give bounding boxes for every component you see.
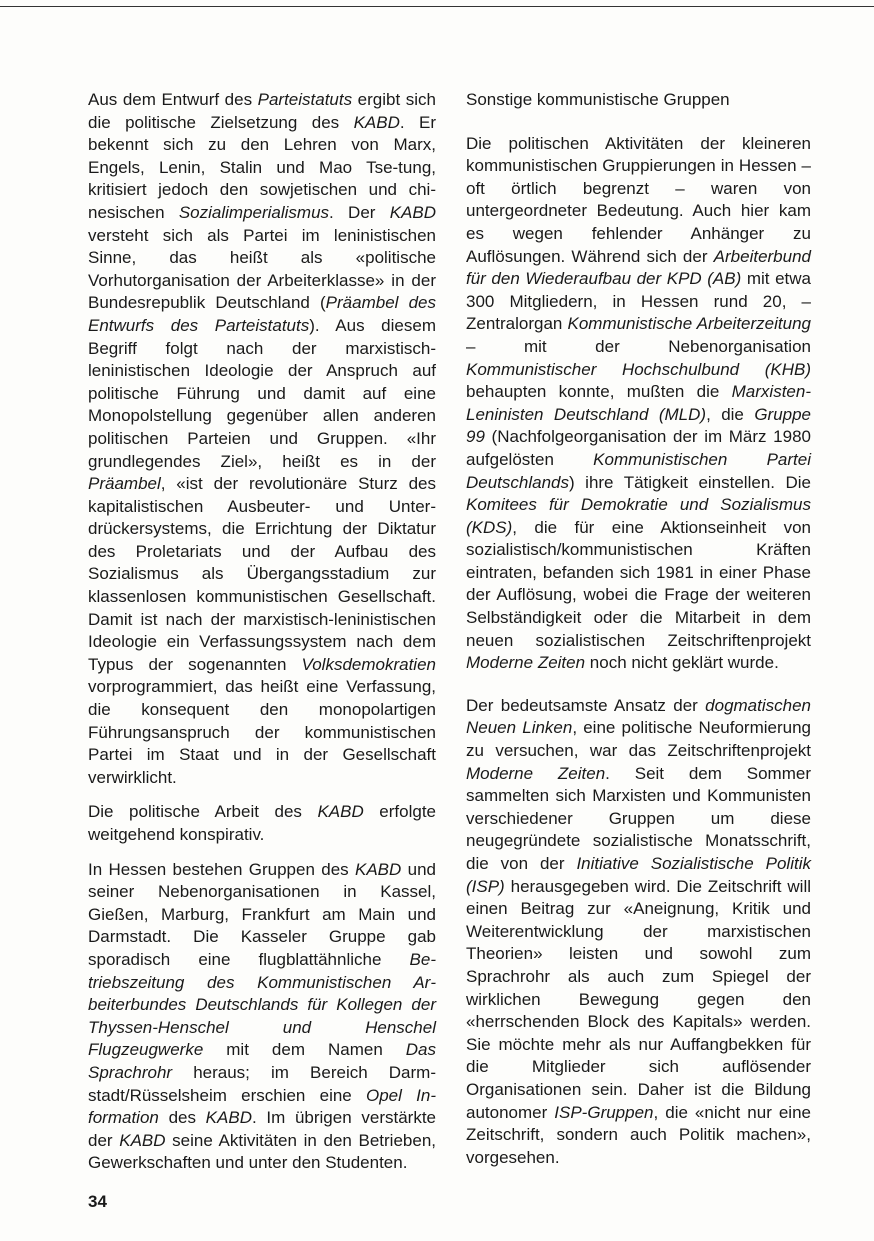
paragraph: Der bedeutsamste Ansatz der dogmatischen Neuen Linken, eine politische Neuformierung zu versuchen, war das Zeitschriftenprojekt Moderne Zeiten. Seit dem Sommer sammelten sich Marxisten und Kommunisten verschiedener Gruppen um diese neugegründete sozialistische Monatsschrift, die von der Initiative Sozialistische Politik (ISP) herausgegeben wird. Die Zeitschrift will einen Beitrag zur «Aneignung, Kritik und Weiterentwicklung der marxistischen Theorien» leisten und sowohl zum Sprachrohr als auch zum Spiegel der wirklichen Bewegung gegen den «herrschenden Block des Kapitals» werden. Sie möchte mehr als nur Auffangbekken für die Mitglieder sich auflösender Organisationen sein. Daher ist die Bildung autonomer ISP-Gruppen, die «nicht nur eine Zeitschrift, sondern auch Politik machen», vorgesehen. [466, 695, 811, 1167]
italic-term: ISP-Gruppen [554, 1102, 654, 1122]
paragraph: Die politischen Aktivitäten der kleineren kommunistischen Gruppierungen in Hessen – oft örtlich begrenzt – waren von untergeordneter Bedeutung. Auch hier kam es wegen fehlender Anhänger zu Auflösungen. Während sich der Arbeiterbund für den Wiederaufbau der KPD (AB) mit etwa 300 Mitgliedern, in Hessen rund 20, – Zentralorgan Kommunistische Arbeiterzeitung – mit der Nebenorganisation Kommunistischer Hochschulbund (KHB) behaupten konnte, mußten die Marxisten-Leninisten Deutschland (MLD), die Gruppe 99 (Nachfolgeorganisation der im März 1980 aufgelösten Kommunistischen Partei Deutschlands) ihre Tätigkeit einstellen. Die Komitees für Demokratie und Sozialismus (KDS), die für eine Aktionseinheit von sozialistisch/kommunistischen Kräften eintraten, befanden sich 1981 in einer Phase der Auflösung, wobei die Frage der weiteren Selbständigkeit oder die Mitarbeit in dem neuen sozialistischen Zeitschriftenprojekt Moderne Zeiten noch nicht geklärt wurde. [466, 133, 812, 673]
italic-term: Präambel des Entwurfs des Parteistatuts [88, 293, 436, 335]
top-rule [0, 6, 874, 7]
italic-term: KABD [205, 1108, 252, 1128]
italic-term: Sozialimperialismus [178, 202, 330, 222]
italic-term: KABD [355, 859, 402, 879]
section-heading: Sonstige kommunistische Gruppen [466, 90, 730, 109]
italic-term: Das Sprachrohr [88, 1040, 436, 1082]
left-column [88, 89, 436, 1187]
paragraph: Aus dem Entwurf des Parteistatuts ergibt sich die politische Zielsetzung des KABD. Er bekennt sich zu den Lehren von Marx, Engels, Lenin, Stalin und Mao Tse-tung, kritisiert jedoch den sowjetischen und chinesischen Sozialimperialismus. Der KABD versteht sich als Partei im leninistischen Sinne, das heißt als «politische Vorhutorganisation der Arbeiterklasse» in der Bundesrepublik Deutschland (Präambel des Entwurfs des Parteistatuts). Aus diesem Begriff folgt nach der marxistisch-leninistischen Ideologie der Anspruch auf politische Führung und damit auf eine Monopolstellung gegenüber allen anderen politischen Parteien und Gruppen. «Ihr grundlegendes Ziel», heißt es in der Präambel, «ist der revolutionäre Sturz des kapitalistischen Ausbeuter- und Unterdrückersystems, die Errichtung der Diktatur des Proletariats und der Aufbau des Sozialismus als Übergangsstadium zur klassenlosen kommunistischen Gesellschaft. Damit ist nach der marxistisch-leninistischen Ideologie ein Verfassungssystem nach dem Typus der sogenannten Volksdemokratien vorprogrammiert, das heißt eine Verfassung, die konsequent den monopolartigen Führungsanspruch der kommunistischen Partei im Staat und in der Gesellschaft verwirklicht. [88, 90, 436, 787]
paragraph: In Hessen bestehen Gruppen des KABD und seiner Nebenorganisationen in Kassel, Gießen, Marburg, Frankfurt am Main und Darmstadt. Die Kasseler Gruppe gab sporadisch eine flugblattähnliche Betriebszeitung des Kommunistischen Arbeiterbundes Deutschlands für Kollegen der Thyssen-Henschel und Henschel Flugzeugwerke mit dem Namen Das Sprachrohr heraus; im Bereich Darmstadt/Rüsselsheim erschien eine Opel Information des KABD. Im übrigen verstärkte der KABD seine Aktivitäten in den Betrieben, Gewerkschaften und unter den Studenten. [88, 859, 437, 1173]
italic-term: KABD [353, 112, 400, 132]
italic-term: KABD [389, 202, 436, 222]
paragraph: Die politische Arbeit des KABD erfolgte weitgehend konspirativ. [88, 802, 436, 844]
italic-term: Moderne Zeiten [466, 763, 606, 783]
italic-term: Marxisten-Leninisten Deutschland (MLD) [466, 382, 811, 424]
italic-term: Parteistatuts [257, 90, 353, 109]
italic-term: KABD [317, 802, 364, 822]
italic-term: Komitees für Demokratie und Sozialismus (KDS) [466, 495, 811, 537]
italic-term: Volksdemokratien [301, 654, 436, 674]
italic-term: Initiative Sozialistische Politik (ISP) [466, 854, 811, 896]
italic-term: Opel Information [88, 1085, 436, 1128]
italic-term: Kommunistischer Hochschulbund (KHB) [466, 359, 811, 379]
italic-term: Präambel [88, 474, 161, 494]
italic-term: Gruppe 99 [466, 404, 812, 447]
italic-term: Betriebszeitung des Kommunistischen Arbeiterbundes Deutschlands für Kollegen der Thyssen-Henschel und Henschel Flugzeugwerke [88, 949, 436, 1060]
italic-term: KABD [119, 1130, 166, 1150]
italic-term: dogmatischen Neuen Linken [466, 695, 811, 738]
italic-term: Moderne Zeiten [466, 653, 586, 673]
right-column [466, 89, 811, 1181]
italic-term: Kommunistische Arbeiterzeitung [567, 314, 811, 334]
page-number: 34 [88, 1192, 107, 1211]
italic-term: Arbeiterbund für den Wiederaufbau der KPD (AB) [466, 246, 811, 289]
italic-term: Kommunistischen Partei Deutschlands [466, 449, 811, 492]
